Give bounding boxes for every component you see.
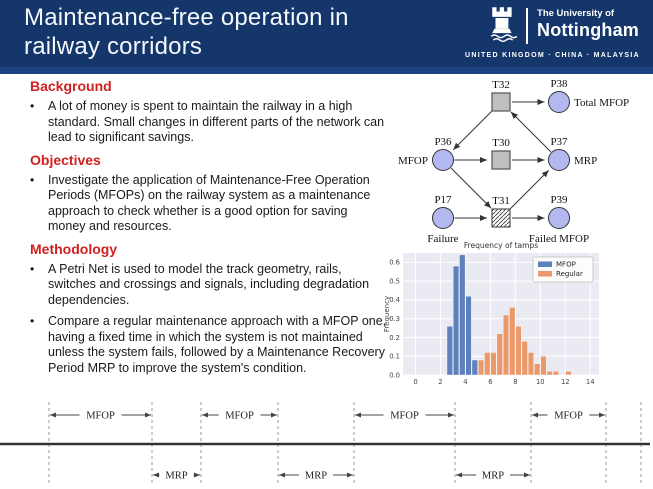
svg-text:Failed MFOP: Failed MFOP [528, 233, 590, 242]
svg-text:Total MFOP: Total MFOP [574, 97, 630, 109]
page-title-line2: railway corridors [24, 33, 203, 60]
svg-text:Failure: Failure [427, 233, 459, 242]
svg-text:Frequency: Frequency [383, 295, 391, 333]
logo-divider [526, 8, 528, 44]
svg-text:MFOP: MFOP [225, 410, 254, 422]
svg-text:MFOP: MFOP [556, 260, 576, 269]
section-heading-background: Background [30, 78, 112, 94]
page-title [24, 3, 349, 61]
svg-text:0.2: 0.2 [389, 333, 400, 342]
svg-text:P17: P17 [434, 194, 452, 206]
bullet-item [30, 262, 388, 309]
page-title-line1: Maintenance-free operation in [24, 4, 349, 31]
svg-text:14: 14 [585, 378, 595, 386]
svg-text:MFOP: MFOP [554, 410, 583, 422]
svg-text:Regular: Regular [556, 270, 583, 278]
bullet-text: A lot of money is spent to maintain the railway in a high standard. Small changes in different parts of the network can lead to significant savings. [48, 99, 385, 144]
svg-text:0.4: 0.4 [389, 296, 400, 305]
svg-text:P36: P36 [434, 136, 452, 148]
svg-text:2: 2 [438, 378, 443, 386]
bullet-item [30, 99, 388, 146]
svg-text:MRP: MRP [165, 470, 188, 482]
logo-nottingham: Nottingham [537, 19, 639, 40]
bullet-item [30, 314, 388, 376]
svg-text:10: 10 [535, 378, 545, 386]
section-heading-objectives: Objectives [30, 151, 101, 168]
bullet-text: A Petri Net is used to model the track geometry, rails, switches and crossings and signals, including degradation dependencies. [48, 261, 370, 307]
bullet-icon: • [30, 172, 35, 187]
bullet-icon: • [30, 99, 35, 113]
svg-text:P38: P38 [550, 78, 568, 90]
svg-text:Frequency of tamps: Frequency of tamps [463, 241, 539, 250]
svg-text:T32: T32 [492, 79, 510, 91]
svg-text:MRP: MRP [481, 470, 505, 482]
svg-text:T30: T30 [492, 137, 510, 149]
svg-text:P39: P39 [550, 194, 568, 206]
svg-text:8: 8 [513, 378, 518, 386]
svg-text:0.5: 0.5 [389, 277, 400, 286]
logo-tagline: UNITED KINGDOM · CHINA · MALAYSIA [465, 52, 640, 59]
svg-text:0.6: 0.6 [389, 258, 400, 267]
svg-text:0.3: 0.3 [389, 314, 400, 323]
castle-icon [489, 6, 517, 44]
logo-university-of: The University of [537, 8, 615, 19]
bullet-text: Investigate the application of Maintenance-Free Operation Periods (MFOPs) on the railway system as a maintenance approach to check whether is a good option for saving money and resources. [48, 172, 371, 233]
bullet-text: Compare a regular maintenance approach with a MFOP one, having a fixed time in which the system is not maintained unless the system fails, followed by a Maintenance Recovery Period MRP to improve the system's condition. [48, 314, 387, 375]
svg-text:0.1: 0.1 [389, 352, 400, 361]
slide-header [0, 0, 653, 74]
svg-text:0: 0 [413, 378, 418, 386]
svg-text:MFOP: MFOP [390, 410, 419, 422]
text-column [30, 72, 388, 382]
svg-text:4: 4 [463, 378, 468, 386]
frequency-histogram [383, 240, 651, 392]
bullet-item [30, 173, 388, 235]
bullet-icon: • [30, 314, 35, 328]
svg-text:T31: T31 [492, 195, 510, 207]
svg-text:MFOP: MFOP [398, 155, 428, 167]
university-logo [489, 6, 639, 44]
svg-text:6: 6 [488, 378, 493, 386]
svg-text:MFOP: MFOP [86, 410, 115, 422]
bullet-icon: • [30, 261, 35, 276]
svg-text:MRP: MRP [304, 470, 328, 482]
svg-text:MRP: MRP [574, 155, 598, 167]
petri-net-diagram [391, 76, 649, 242]
section-heading-methodology: Methodology [30, 240, 118, 257]
svg-text:0.0: 0.0 [389, 371, 400, 380]
svg-text:P37: P37 [550, 136, 568, 148]
logo-text [537, 6, 639, 39]
svg-text:12: 12 [560, 378, 570, 386]
mfop-mrp-timeline [0, 398, 653, 489]
